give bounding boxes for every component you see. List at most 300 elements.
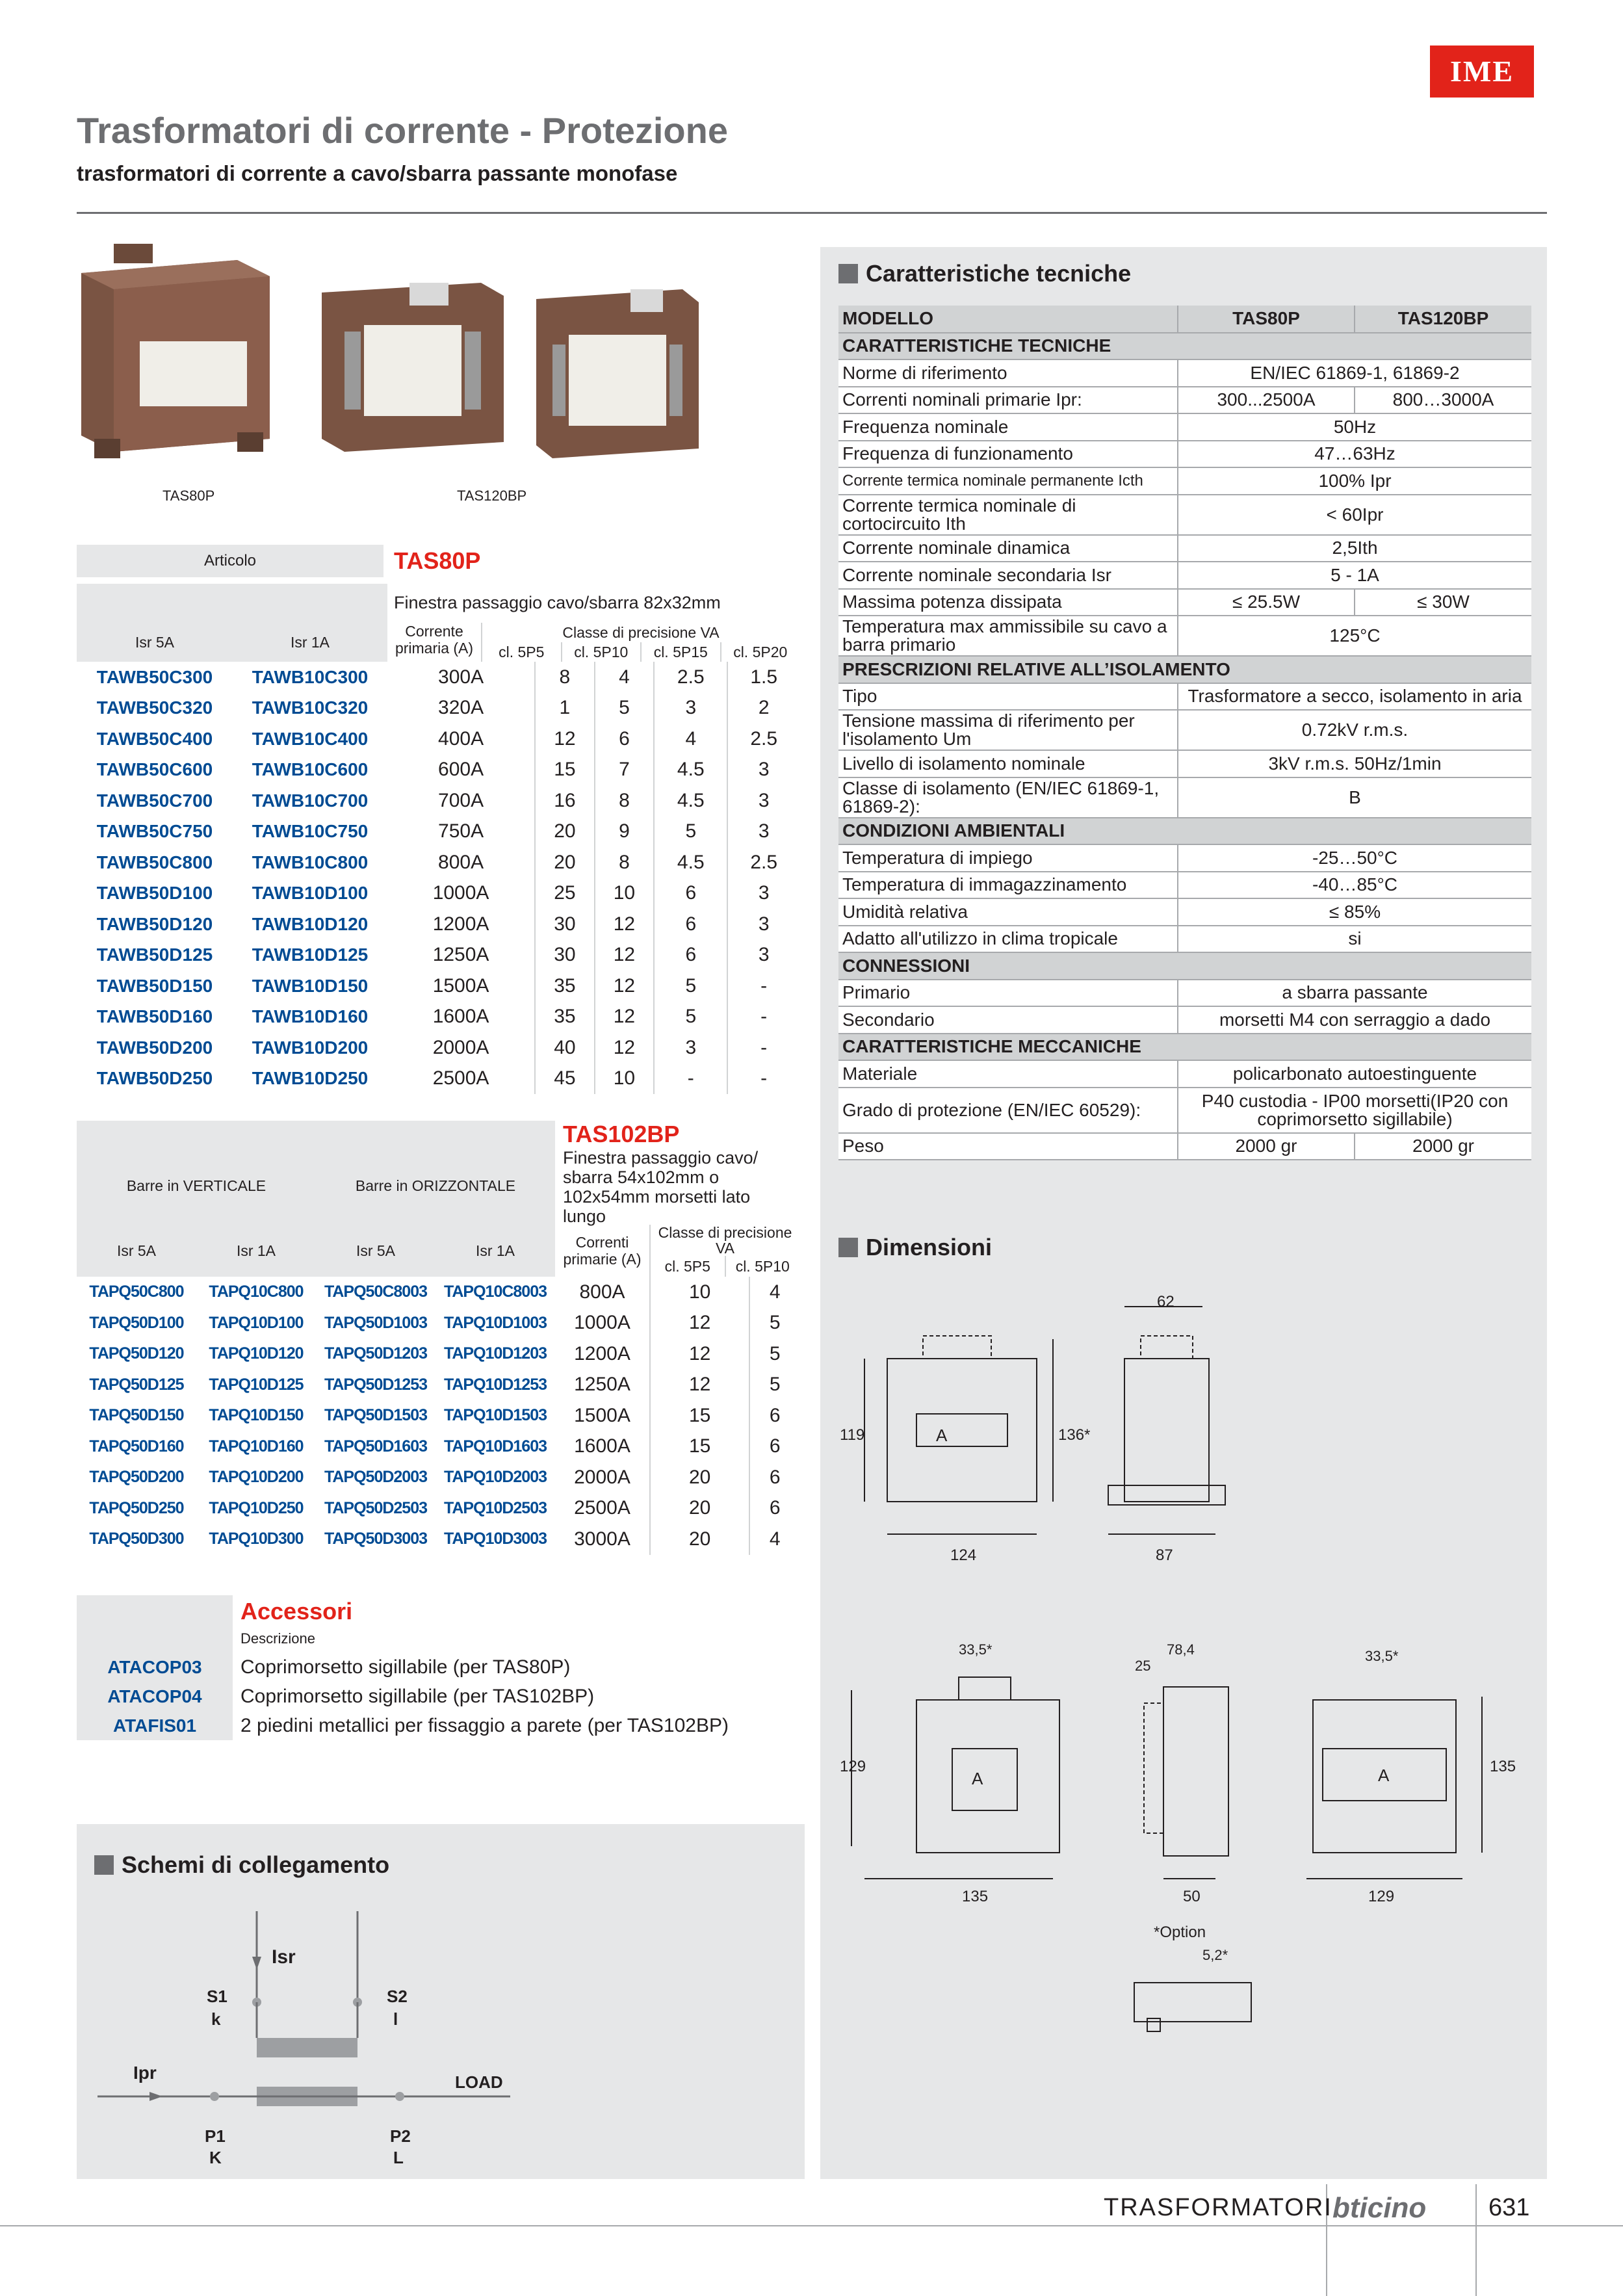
accessori-title: Accessori [240, 1598, 353, 1624]
table-row [77, 1524, 799, 1555]
table-cell: 700A [387, 785, 535, 816]
th-current: Corrente primaria (A) [387, 623, 482, 662]
table-cell: 5 [654, 971, 727, 1002]
row-value: 47…63Hz [1178, 441, 1531, 468]
accessory-description: 2 piedini metallici per fissaggio a parete (per TAS102BP) [240, 1714, 729, 1736]
row-value: 3kV r.m.s. 50Hz/1min [1178, 750, 1531, 777]
row-label: Frequenza di funzionamento [838, 441, 1178, 468]
article-code: TAWB10D100 [252, 883, 369, 904]
label-l2: L [393, 2148, 404, 2165]
table-cell: 6 [769, 1497, 781, 1519]
table-cell: 20 [535, 816, 595, 848]
table-cell: 400A [387, 724, 535, 755]
table-row [77, 693, 799, 724]
dim-25: 25 [1135, 1658, 1151, 1674]
article-code: TAWB10C600 [252, 759, 369, 780]
article-code: TAWB10C700 [252, 790, 369, 811]
row-label: Frequenza nominale [838, 413, 1178, 441]
table-row [77, 816, 799, 848]
article-code: TAPQ10D2503 [443, 1498, 547, 1517]
table-cell: 4.5 [654, 785, 727, 816]
square-bullet-icon [94, 1855, 114, 1875]
table-cell: 6 [769, 1435, 781, 1457]
dim-a-1: A [936, 1426, 948, 1445]
tech-table [838, 306, 1531, 1160]
schemi-title-text: Schemi di collegamento [122, 1851, 390, 1878]
article-code: TAPQ10D3003 [443, 1530, 547, 1548]
table-row [77, 1652, 799, 1682]
table-cell: 3 [654, 693, 727, 724]
article-code: ATACOP03 [77, 1652, 233, 1682]
tas102bp-title: TAS102BP [563, 1121, 680, 1147]
dim-87: 87 [1156, 1546, 1173, 1564]
table-cell: 15 [535, 755, 595, 786]
article-code: TAWB10D250 [252, 1068, 369, 1089]
table-cell: 35 [535, 971, 595, 1002]
dim-784: 78,4 [1167, 1641, 1195, 1658]
table-row [77, 971, 799, 1002]
th102-c1: cl. 5P5 [651, 1256, 726, 1277]
article-code: TAPQ50D1503 [324, 1406, 428, 1425]
table-cell: 20 [650, 1493, 749, 1524]
table-cell: 1600A [555, 1431, 650, 1463]
table-cell: 1 [535, 693, 595, 724]
table-cell: 2 [758, 697, 770, 719]
table-cell: 40 [535, 1032, 595, 1063]
table-cell: 12 [650, 1308, 749, 1339]
label-s2: S2 [387, 1987, 408, 2006]
article-code: TAWB50C700 [96, 790, 213, 811]
dim-124: 124 [950, 1546, 977, 1564]
table-cell: 12 [595, 1002, 655, 1033]
table-cell: - [654, 1063, 727, 1095]
th-isr1: Isr 1A [233, 584, 387, 662]
table-cell: 1600A [387, 1002, 535, 1033]
row-value: 800…3000A [1355, 387, 1531, 414]
product-image-tas120bp-a [318, 280, 507, 455]
article-code: TAPQ10D1503 [443, 1406, 547, 1425]
table-cell: 30 [535, 909, 595, 940]
table-cell: 6 [654, 909, 727, 940]
dim-a-2: A [972, 1769, 983, 1788]
table-cell: 3000A [555, 1524, 650, 1555]
article-code: TAWB10D125 [252, 945, 369, 965]
dims-title-text: Dimensioni [866, 1234, 993, 1260]
table-row [77, 1002, 799, 1033]
label-load: LOAD [455, 2072, 503, 2092]
table-cell: 600A [387, 755, 535, 786]
table-cell: 1500A [387, 971, 535, 1002]
dim-50: 50 [1183, 1888, 1201, 1905]
tas80p-window: Finestra passaggio cavo/sbarra 82x32mm [394, 593, 721, 612]
article-code: TAPQ50D120 [89, 1344, 184, 1363]
dim-135-a: 135 [1490, 1758, 1516, 1775]
page-number: 631 [1488, 2194, 1530, 2221]
table-cell: 3 [758, 913, 770, 935]
th102-class: Classe di precisione VA [658, 1224, 792, 1257]
dim-option: *Option [1154, 1924, 1206, 1941]
table-cell: 9 [595, 816, 655, 848]
table-cell: - [760, 1067, 768, 1089]
article-code: ATACOP04 [77, 1682, 233, 1711]
article-code: TAWB50D200 [96, 1037, 213, 1058]
dim-129-a: 129 [840, 1758, 866, 1775]
table-cell: 2500A [555, 1493, 650, 1524]
row-value: 300...2500A [1178, 387, 1355, 414]
table-cell: 1250A [387, 940, 535, 971]
row-value: Trasformatore a secco, isolamento in aria [1178, 683, 1531, 711]
table-cell: 4 [595, 662, 655, 693]
tas80p-title: TAS80P [394, 547, 481, 574]
article-code: TAWB50C320 [96, 698, 213, 718]
table-cell: 2000A [387, 1032, 535, 1063]
article-code: TAWB50D125 [96, 945, 213, 965]
article-code: TAWB10D160 [252, 1006, 369, 1027]
table-cell: 35 [535, 1002, 595, 1033]
table-cell: 1.5 [750, 666, 778, 688]
row-label: Adatto all'utilizzo in clima tropicale [838, 926, 1178, 953]
th-vert: Barre in VERTICALE [77, 1121, 316, 1225]
table-row [77, 1338, 799, 1370]
article-code: TAWB10D200 [252, 1037, 369, 1058]
article-code: TAPQ50D1253 [324, 1375, 428, 1394]
table-cell: 10 [595, 878, 655, 909]
dim-135-b: 135 [962, 1888, 989, 1905]
article-code: TAWB50D150 [96, 975, 213, 996]
th-c4: cl. 5P20 [733, 644, 788, 660]
dim-119: 119 [840, 1426, 865, 1444]
article-code: TAPQ50D1203 [324, 1344, 428, 1363]
page-title: Trasformatori di corrente - Protezione [77, 110, 728, 151]
table-row [77, 1032, 799, 1063]
row-label: Materiale [838, 1060, 1178, 1088]
article-code: TAWB50C300 [96, 666, 213, 687]
th102-current: Correnti primarie (A) [555, 1225, 650, 1277]
table-cell: 320A [387, 693, 535, 724]
table-cell: 3 [758, 882, 770, 904]
article-code: TAPQ10D100 [209, 1313, 304, 1332]
table-cell: 750A [387, 816, 535, 848]
tas102bp-table [77, 1121, 799, 1555]
article-code: TAPQ10D150 [209, 1406, 304, 1425]
wiring-diagram [97, 1905, 552, 2165]
table-cell: 5 [595, 693, 655, 724]
th-c1: cl. 5P5 [482, 642, 562, 662]
table-row [77, 1462, 799, 1493]
row-label: Massima potenza dissipata [838, 589, 1178, 616]
row-label: Temperatura di immagazzinamento [838, 872, 1178, 899]
dim-52: 5,2* [1202, 1947, 1228, 1963]
table-row [77, 755, 799, 786]
article-code: TAPQ10C800 [209, 1283, 304, 1301]
table-cell: 2.5 [750, 727, 778, 750]
row-value: -25…50°C [1178, 844, 1531, 872]
row-label: Corrente nominale secondaria Isr [838, 562, 1178, 589]
table-cell: 15 [650, 1431, 749, 1463]
table-row [77, 1493, 799, 1524]
th-oriz: Barre in ORIZZONTALE [316, 1121, 555, 1225]
table-row [77, 1063, 799, 1095]
article-code: TAWB50C800 [96, 852, 213, 872]
th102-isr1b: Isr 1A [435, 1225, 555, 1277]
sec-meccaniche: CARATTERISTICHE MECCANICHE [838, 1034, 1531, 1061]
table-cell: 4 [654, 724, 727, 755]
article-code: TAPQ10D1203 [443, 1344, 547, 1363]
row-label: Classe di isolamento (EN/IEC 61869-1, 61869-2): [838, 777, 1178, 818]
row-value: 125°C [1178, 616, 1531, 656]
row-label: Temperatura max ammissibile su cavo a barra primario [838, 616, 1178, 656]
tas80p-table [77, 584, 799, 1094]
row-value: morsetti M4 con serraggio a dado [1178, 1006, 1531, 1034]
dim-335-b: 33,5* [1365, 1648, 1399, 1664]
row-value: 2000 gr [1355, 1133, 1531, 1160]
article-code: TAWB10C800 [252, 852, 369, 872]
table-row [77, 1370, 799, 1401]
table-cell: 5 [654, 1002, 727, 1033]
th-isr5: Isr 5A [77, 584, 233, 662]
table-cell: 15 [650, 1400, 749, 1431]
table-row [77, 1400, 799, 1431]
article-code: TAWB50C400 [96, 728, 213, 749]
dim-a-3: A [1378, 1766, 1390, 1785]
accessory-description: Coprimorsetto sigillabile (per TAS102BP) [240, 1685, 595, 1707]
caption-tas120bp: TAS120BP [457, 488, 527, 504]
article-code: TAPQ50D1603 [324, 1437, 428, 1455]
table-row [77, 909, 799, 940]
article-code: TAPQ10D300 [209, 1530, 304, 1548]
article-code: TAPQ50D100 [89, 1313, 184, 1332]
label-p2: P2 [390, 2126, 411, 2146]
th-model-2: TAS120BP [1355, 306, 1531, 333]
sec-connessioni: CONNESSIONI [838, 952, 1531, 980]
table-cell: 20 [650, 1462, 749, 1493]
articolo-header: Articolo [77, 545, 383, 577]
row-value: < 60Ipr [1178, 495, 1531, 535]
table-cell: 6 [769, 1404, 781, 1426]
row-value: ≤ 30W [1355, 589, 1531, 616]
row-value: P40 custodia - IP00 morsetti(IP20 con coprimorsetto sigillabile) [1178, 1088, 1531, 1133]
label-s1: S1 [207, 1987, 227, 2006]
article-code: TAWB50D250 [96, 1068, 213, 1089]
table-cell: 3 [654, 1032, 727, 1063]
th102-isr5a: Isr 5A [77, 1225, 196, 1277]
row-value: 2000 gr [1178, 1133, 1355, 1160]
table-cell: 30 [535, 940, 595, 971]
row-label: Correnti nominali primarie Ipr: [838, 387, 1178, 414]
table-cell: 8 [595, 847, 655, 878]
article-code: TAPQ10D2003 [443, 1468, 547, 1487]
sec-tech: CARATTERISTICHE TECNICHE [838, 333, 1531, 360]
dim-129-b: 129 [1368, 1888, 1395, 1905]
table-cell: 12 [595, 1032, 655, 1063]
row-label: Temperatura di impiego [838, 844, 1178, 872]
table-cell: 6 [654, 940, 727, 971]
table-row [77, 724, 799, 755]
table-cell: 4 [769, 1281, 781, 1303]
article-code: ATAFIS01 [77, 1711, 233, 1740]
row-label: Peso [838, 1133, 1178, 1160]
th-c2: cl. 5P10 [562, 642, 642, 662]
row-value: 2,5Ith [1178, 535, 1531, 562]
sec-isolamento: PRESCRIZIONI RELATIVE ALL’ISOLAMENTO [838, 656, 1531, 683]
table-cell: 5 [769, 1374, 781, 1396]
article-code: TAPQ10D1253 [443, 1375, 547, 1394]
sec-ambientali: CONDIZIONI AMBIENTALI [838, 818, 1531, 845]
table-cell: 8 [595, 785, 655, 816]
label-isr: Isr [272, 1946, 296, 1968]
article-code: TAWB10C300 [252, 666, 369, 687]
th-class: Classe di precisione VA [562, 624, 720, 641]
row-value: 100% Ipr [1178, 467, 1531, 495]
article-code: TAWB50D100 [96, 883, 213, 904]
article-code: TAPQ50D300 [89, 1530, 184, 1548]
row-label: Tensione massima di riferimento per l'isolamento Um [838, 710, 1178, 750]
table-cell: - [760, 1036, 768, 1058]
article-code: TAWB10C400 [252, 728, 369, 749]
row-value: 5 - 1A [1178, 562, 1531, 589]
table-cell: 12 [595, 940, 655, 971]
table-row [77, 1711, 799, 1740]
table-row [77, 1308, 799, 1339]
article-code: TAPQ10D250 [209, 1498, 304, 1517]
row-label: Livello di isolamento nominale [838, 750, 1178, 777]
row-value: ≤ 25.5W [1178, 589, 1355, 616]
table-cell: 45 [535, 1063, 595, 1095]
tas102bp-window: Finestra passaggio cavo/ sbarra 54x102mm o 102x54mm morsetti lato lungo [563, 1148, 759, 1226]
page-subtitle: trasformatori di corrente a cavo/sbarra passante monofase [77, 161, 678, 185]
table-cell: 800A [555, 1277, 650, 1308]
row-label: Corrente nominale dinamica [838, 535, 1178, 562]
table-cell: 3 [758, 759, 770, 781]
label-k2: K [209, 2148, 222, 2165]
product-image-tas120bp-b [533, 286, 702, 462]
table-cell: 2500A [387, 1063, 535, 1095]
row-value: B [1178, 777, 1531, 818]
row-label: Norme di riferimento [838, 359, 1178, 387]
table-cell: 4 [769, 1528, 781, 1550]
table-row [77, 1682, 799, 1711]
th-model: MODELLO [838, 306, 1178, 333]
table-cell: 1200A [387, 909, 535, 940]
tech-title-text: Caratteristiche tecniche [866, 260, 1132, 287]
table-row [77, 662, 799, 693]
article-code: TAPQ50D160 [89, 1437, 184, 1455]
article-code: TAWB50C750 [96, 821, 213, 842]
label-l1: l [393, 2009, 398, 2029]
table-cell: 3 [758, 789, 770, 811]
table-cell: 10 [650, 1277, 749, 1308]
table-cell: 12 [650, 1370, 749, 1401]
dim-335-a: 33,5* [959, 1641, 993, 1658]
table-cell: 1200A [555, 1338, 650, 1370]
article-code: TAWB10C750 [252, 821, 369, 842]
th102-c2: cl. 5P10 [735, 1258, 790, 1275]
table-cell: 1000A [387, 878, 535, 909]
article-code: TAPQ10D160 [209, 1437, 304, 1455]
row-label: Umidità relativa [838, 898, 1178, 926]
table-cell: 7 [595, 755, 655, 786]
article-code: TAPQ50D3003 [324, 1530, 428, 1548]
row-label: Grado di protezione (EN/IEC 60529): [838, 1088, 1178, 1133]
row-value: 0.72kV r.m.s. [1178, 710, 1531, 750]
dims-title [838, 1234, 992, 1261]
article-code: TAPQ50D200 [89, 1468, 184, 1487]
table-cell: 800A [387, 847, 535, 878]
article-code: TAPQ10D1003 [443, 1313, 547, 1332]
row-label: Primario [838, 980, 1178, 1007]
table-cell: 6 [654, 878, 727, 909]
table-row [77, 940, 799, 971]
product-image-tas80p [75, 244, 276, 465]
footer-divider [1475, 2184, 1477, 2296]
square-bullet-icon [838, 264, 858, 283]
table-cell: 5 [654, 816, 727, 848]
article-code: TAWB50D160 [96, 1006, 213, 1027]
tech-title [838, 260, 1131, 287]
table-cell: 1000A [555, 1308, 650, 1339]
row-label: Corrente termica nominale permanente Icth [838, 467, 1178, 495]
table-cell: 6 [595, 724, 655, 755]
table-cell: 12 [650, 1338, 749, 1370]
table-cell: 12 [595, 971, 655, 1002]
footer-line [0, 2225, 1623, 2226]
row-value: 50Hz [1178, 413, 1531, 441]
th-model-1: TAS80P [1178, 306, 1355, 333]
table-cell: 2.5 [750, 851, 778, 873]
table-cell: 12 [535, 724, 595, 755]
th102-isr1a: Isr 1A [196, 1225, 316, 1277]
accessori-code-header-bg [77, 1595, 233, 1652]
table-cell: 20 [535, 847, 595, 878]
row-label: Secondario [838, 1006, 1178, 1034]
dimension-drawings [838, 1287, 1534, 2067]
dim-136: 136* [1058, 1426, 1091, 1444]
table-cell: - [760, 974, 768, 997]
table-cell: 300A [387, 662, 535, 693]
table-cell: 3 [758, 820, 770, 842]
table-row [77, 785, 799, 816]
row-value: a sbarra passante [1178, 980, 1531, 1007]
row-label: Corrente termica nominale di cortocircuito Ith [838, 495, 1178, 535]
table-cell: 16 [535, 785, 595, 816]
article-code: TAWB10C320 [252, 698, 369, 718]
article-code: TAPQ50C8003 [324, 1283, 428, 1301]
th-c3: cl. 5P15 [642, 642, 721, 662]
accessori-desc-header: Descrizione [240, 1630, 315, 1647]
table-cell: 2.5 [654, 662, 727, 693]
table-cell: 4.5 [654, 847, 727, 878]
label-k1: k [211, 2009, 221, 2029]
table-row [77, 878, 799, 909]
article-code: TAPQ50D150 [89, 1406, 184, 1425]
table-cell: 5 [769, 1342, 781, 1364]
article-code: TAWB50D120 [96, 913, 213, 934]
article-code: TAWB10D150 [252, 975, 369, 996]
table-cell: 4.5 [654, 755, 727, 786]
table-cell: 8 [535, 662, 595, 693]
row-value: si [1178, 926, 1531, 953]
article-code: TAPQ50C800 [89, 1283, 184, 1301]
label-p1: P1 [205, 2126, 226, 2146]
bticino-logo: bticino [1332, 2192, 1427, 2224]
table-cell: 20 [650, 1524, 749, 1555]
row-label: Tipo [838, 683, 1178, 711]
accessori-table [77, 1652, 799, 1740]
article-code: TAPQ50D1003 [324, 1313, 428, 1332]
article-code: TAPQ50D2503 [324, 1498, 428, 1517]
row-value: policarbonato autoestinguente [1178, 1060, 1531, 1088]
dim-62: 62 [1157, 1293, 1175, 1311]
